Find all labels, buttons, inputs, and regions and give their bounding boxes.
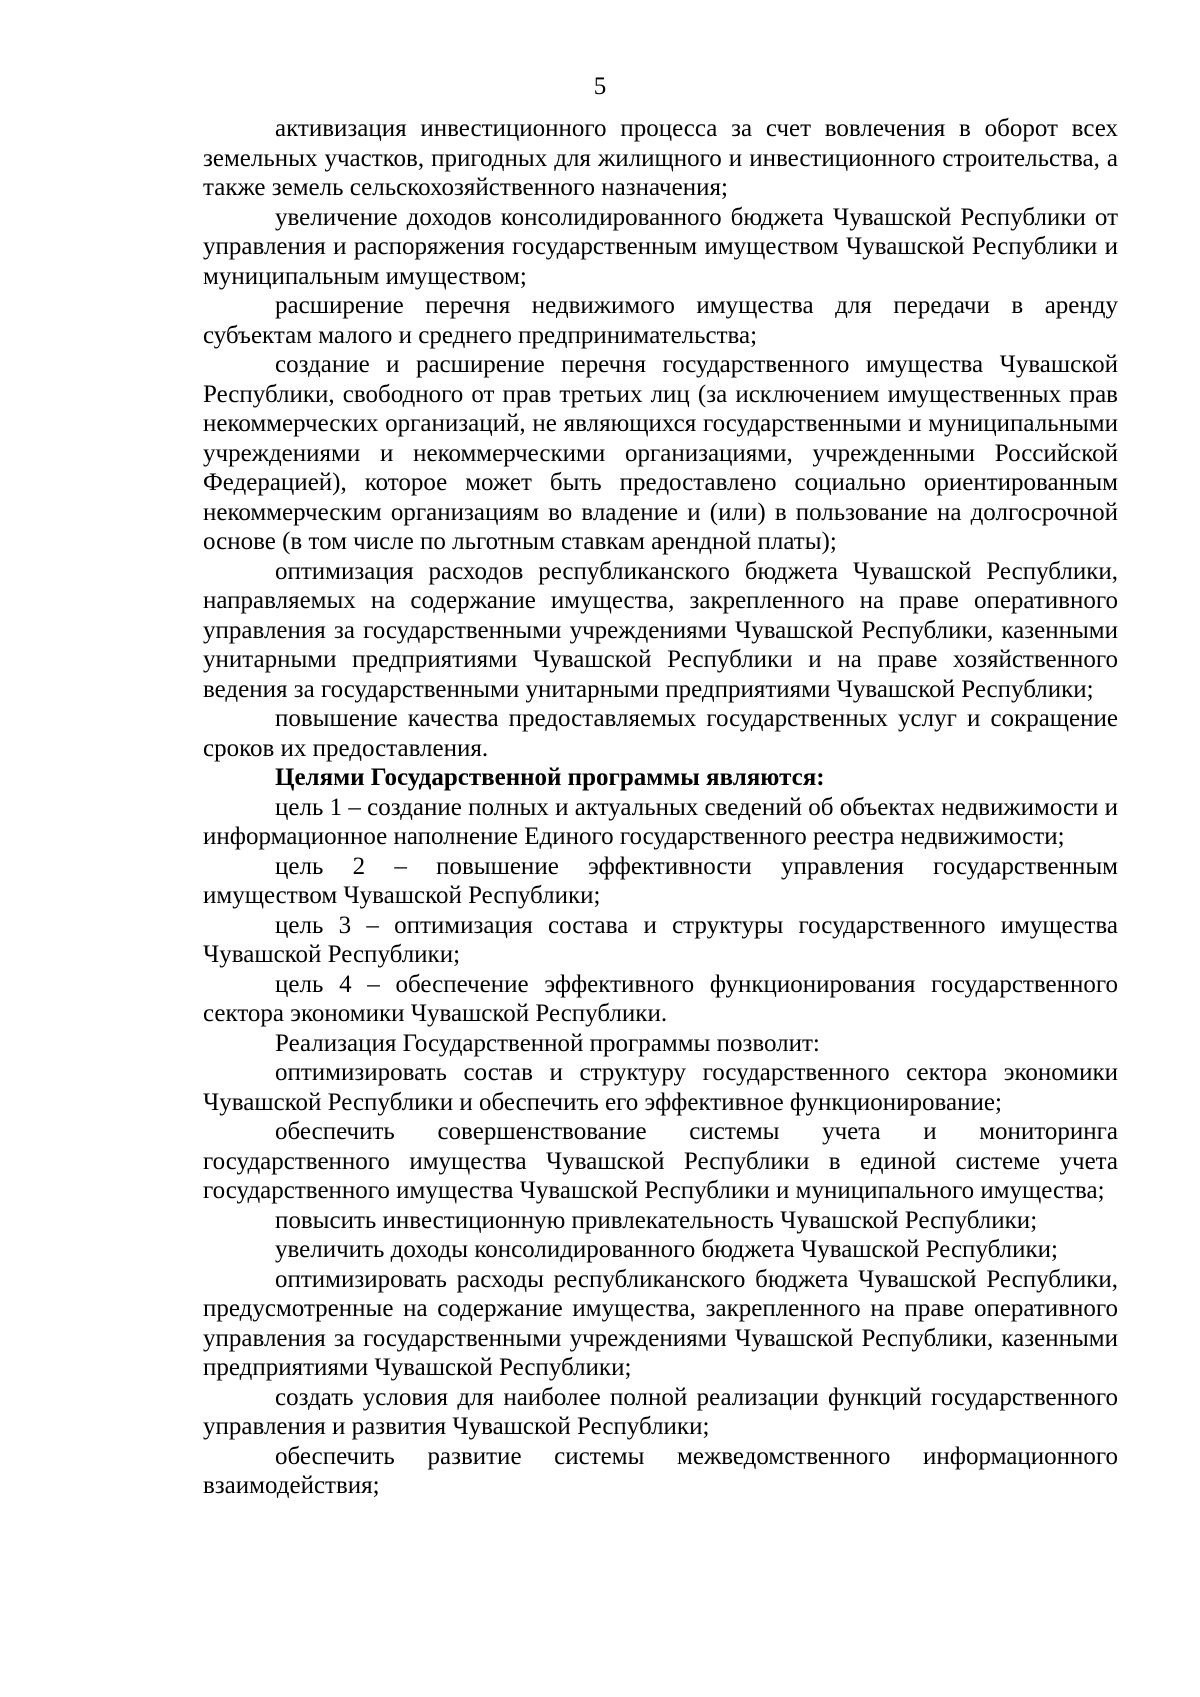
result-accounting-system: обеспечить совершенствование системы учета и мониторинга государственного имущества Чувашской Республики в единой системе учета государственного имущества Чувашской Республики и муниципального имущества;: [203, 1118, 1118, 1204]
result-optimize-sector: оптимизировать состав и структуру государственного сектора экономики Чувашской Республики и обеспечить его эффективное функционирование;: [203, 1059, 1118, 1116]
paragraph-expense-optimization: оптимизация расходов республиканского бюджета Чувашской Республики, направляемых на содержание имущества, закрепленного на праве оперативного управления за государственными учреждениями Чувашской Республики, казенными унитарными предприятиями Чувашской Республики и на праве хозяйственного ведения за государственными унитарными предприятиями Чувашской Республики;: [203, 557, 1118, 703]
page-number: 5: [593, 73, 607, 100]
results-intro: Реализация Государственной программы позволит:: [275, 1029, 820, 1057]
goal-1: цель 1 – создание полных и актуальных сведений об объектах недвижимости и информационное наполнение Единого государственного реестра недвижимости;: [203, 793, 1118, 850]
result-budget-income: увеличить доходы консолидированного бюджета Чувашской Республики;: [275, 1236, 1059, 1263]
result-governance-conditions: создать условия для наиболее полной реализации функций государственного управления и развития Чувашской Республики;: [203, 1383, 1118, 1440]
result-interagency-interaction: обеспечить развитие системы межведомственного информационного взаимодействия;: [203, 1442, 1118, 1499]
goal-3: цель 3 – оптимизация состава и структуры государственного имущества Чувашской Республики;: [203, 911, 1118, 968]
goals-heading: Целями Государственной программы являются:: [275, 764, 825, 791]
paragraph-service-quality: повышение качества предоставляемых государственных услуг и сокращение сроков их предоставления.: [203, 705, 1118, 762]
paragraph-property-list: создание и расширение перечня государственного имущества Чувашской Республики, свободного от прав третьих лиц (за исключением имущественных прав некоммерческих организаций, не являющихся государственными и муниципальными учреждениями и некоммерческими организациями, учрежденными Российской Федерацией), которое может быть предоставлено социально ориентированным некоммерческим организациям во владение и (или) в пользование на долгосрочной основе (в том числе по льготным ставкам арендной платы);: [203, 351, 1118, 555]
goal-4: цель 4 – обеспечение эффективного функционирования государственного сектора экономики Чувашской Республики.: [203, 970, 1118, 1027]
goal-2: цель 2 – повышение эффективности управления государственным имуществом Чувашской Республики;: [203, 852, 1118, 909]
paragraph-investment-activation: активизация инвестиционного процесса за счет вовлечения в оборот всех земельных участков, пригодных для жилищного и инвестиционного строительства, а также земель сельскохозяйственного назначения;: [203, 115, 1118, 201]
result-expense-optimization: оптимизировать расходы республиканского бюджета Чувашской Республики, предусмотренные на содержание имущества, закрепленного на праве оперативного управления за государственными учреждениями Чувашской Республики, казенными предприятиями Чувашской Республики;: [203, 1265, 1118, 1381]
paragraph-rental-list: расширение перечня недвижимого имущества для передачи в аренду субъектам малого и среднего предпринимательства;: [203, 292, 1118, 349]
document-body: [203, 114, 1118, 1501]
paragraph-budget-income: увеличение доходов консолидированного бюджета Чувашской Республики от управления и распоряжения государственным имуществом Чувашской Республики и муниципальным имуществом;: [203, 203, 1118, 290]
result-investment-appeal: повысить инвестиционную привлекательность Чувашской Республики;: [275, 1206, 1038, 1234]
